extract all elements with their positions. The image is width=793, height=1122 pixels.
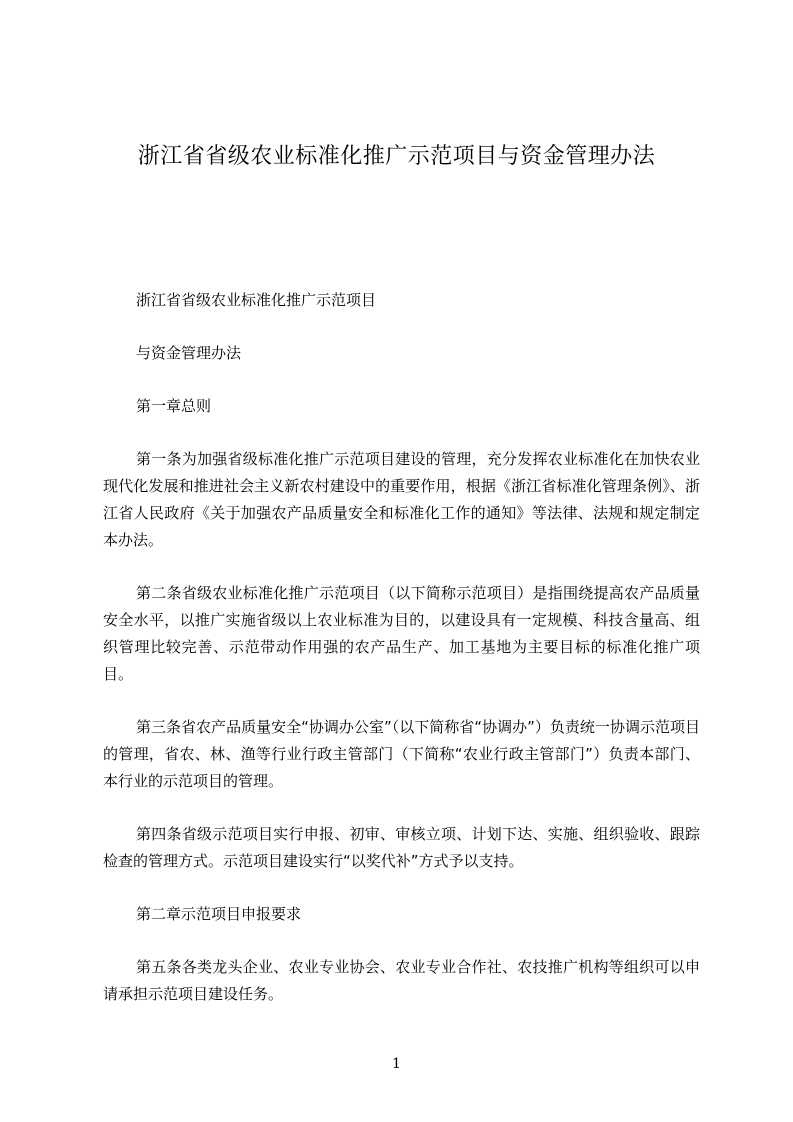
subtitle-line-2: 与资金管理办法: [136, 344, 242, 362]
article-5: 第五条各类龙头企业、农业专业协会、农业专业合作社、农技推广机构等组织可以申请承担示范项目建设任务。: [103, 958, 700, 1003]
chapter-1-heading: 第一章总则: [136, 397, 212, 415]
document-title: 浙江省省级农业标准化推广示范项目与资金管理办法: [137, 144, 656, 169]
article-1: 第一条为加强省级标准化推广示范项目建设的管理，充分发挥农业标准化在加快农业现代化发展和推进社会主义新农村建设中的重要作用，根据《浙江省标准化管理条例》、浙江省人民政府《关于加强农产品质量安全和标准化工作的通知》等法律、法规和规定制定本办法。: [103, 450, 700, 549]
document-body: [103, 287, 700, 1034]
article-4: 第四条省级示范项目实行申报、初审、审核立项、计划下达、实施、组织验收、跟踪检查的管理方式。示范项目建设实行“以奖代补”方式予以支持。: [103, 825, 700, 870]
article-3: 第三条省农产品质量安全“协调办公室”（以下简称省“协调办”）负责统一协调示范项目的管理，省农、林、渔等行业行政主管部门（下简称“农业行政主管部门”）负责本部门、本行业的示范项目的管理。: [103, 718, 700, 790]
page-number: 1: [392, 1056, 401, 1072]
chapter-2-heading: 第二章示范项目申报要求: [136, 905, 302, 923]
article-2: 第二条省级农业标准化推广示范项目（以下简称示范项目）是指围绕提高农产品质量安全水平，以推广实施省级以上农业标准为目的，以建设具有一定规模、科技含量高、组织管理比较完善、示范带动作用强的农产品生产、加工基地为主要目标的标准化推广项目。: [103, 584, 700, 683]
subtitle-line-1: 浙江省省级农业标准化推广示范项目: [136, 291, 377, 309]
